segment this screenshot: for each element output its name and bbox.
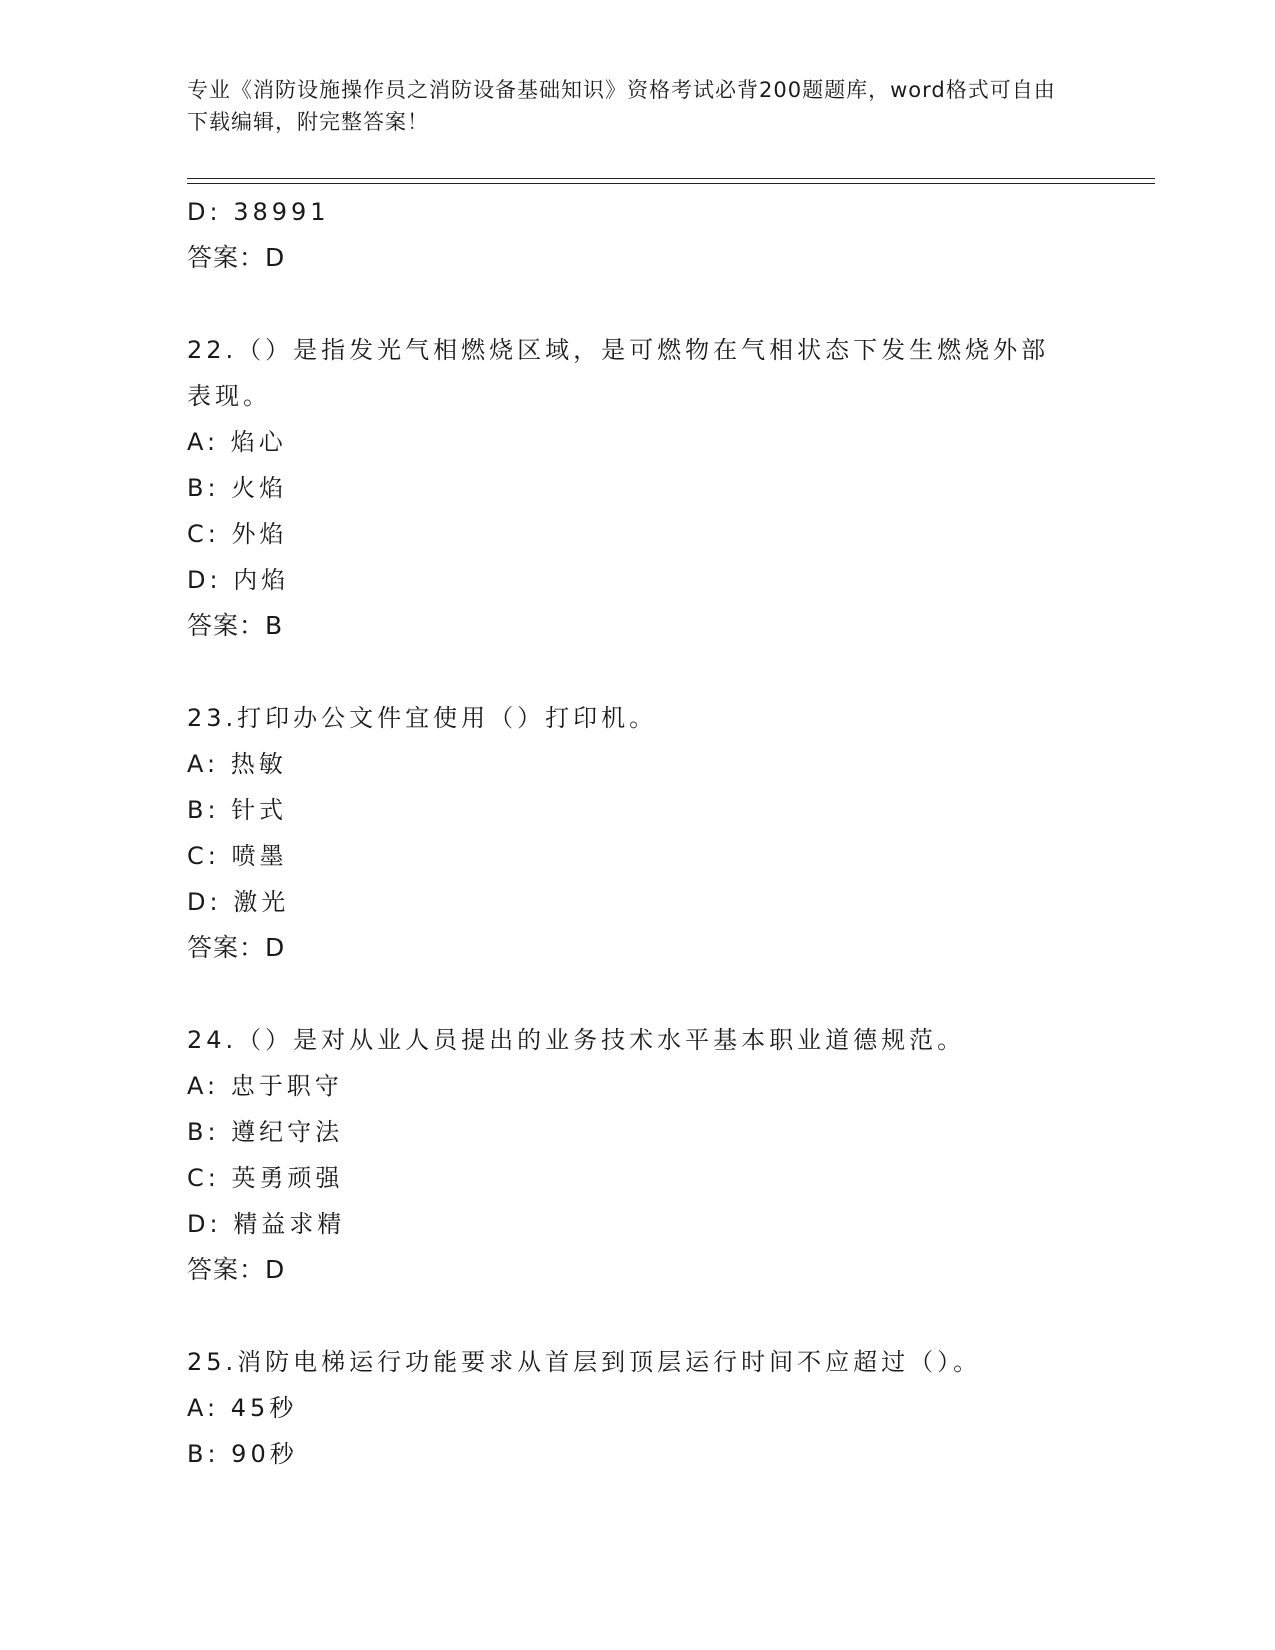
- option-a: A: 热敏: [187, 750, 287, 778]
- spacer: [187, 281, 1087, 327]
- question-23: [187, 695, 1087, 971]
- option-b: B: 火焰: [187, 474, 288, 502]
- option-d: D: 内焰: [187, 566, 290, 594]
- answer: 答案：D: [187, 1255, 286, 1284]
- header-divider-bottom: [187, 183, 1155, 184]
- option-a: A: 忠于职守: [187, 1072, 343, 1100]
- spacer: [187, 1293, 1087, 1339]
- question-25: [187, 1339, 1087, 1477]
- document-header: [187, 74, 1067, 138]
- option-c: C: 英勇顽强: [187, 1164, 344, 1192]
- option-c: C: 喷墨: [187, 842, 288, 870]
- question-list: [187, 189, 1087, 1477]
- question-24: [187, 1017, 1087, 1293]
- carryover-answer: 答案：D: [187, 243, 286, 272]
- header-divider-top: [187, 178, 1155, 179]
- option-b: B: 90秒: [187, 1440, 298, 1468]
- option-c: C: 外焰: [187, 520, 288, 548]
- option-b: B: 针式: [187, 796, 288, 824]
- option-d: D: 精益求精: [187, 1210, 346, 1238]
- question-stem: 22.（）是指发光气相燃烧区域，是可燃物在气相状态下发生燃烧外部表现。: [187, 336, 1050, 410]
- carryover-option-d: D: 38991: [187, 198, 330, 226]
- option-a: A: 45秒: [187, 1394, 298, 1422]
- spacer: [187, 971, 1087, 1017]
- header-title: 专业《消防设施操作员之消防设备基础知识》资格考试必背200题题库，word格式可自由下载编辑，附完整答案！: [187, 78, 1056, 134]
- question-stem: 24.（）是对从业人员提出的业务技术水平基本职业道德规范。: [187, 1026, 966, 1054]
- option-a: A: 焰心: [187, 428, 287, 456]
- question-22: [187, 327, 1087, 649]
- question-stem: 25.消防电梯运行功能要求从首层到顶层运行时间不应超过（）。: [187, 1348, 982, 1376]
- question-stem: 23.打印办公文件宜使用（）打印机。: [187, 704, 658, 732]
- answer: 答案：B: [187, 611, 284, 640]
- option-d: D: 激光: [187, 888, 290, 916]
- answer: 答案：D: [187, 933, 286, 962]
- option-b: B: 遵纪守法: [187, 1118, 344, 1146]
- spacer: [187, 649, 1087, 695]
